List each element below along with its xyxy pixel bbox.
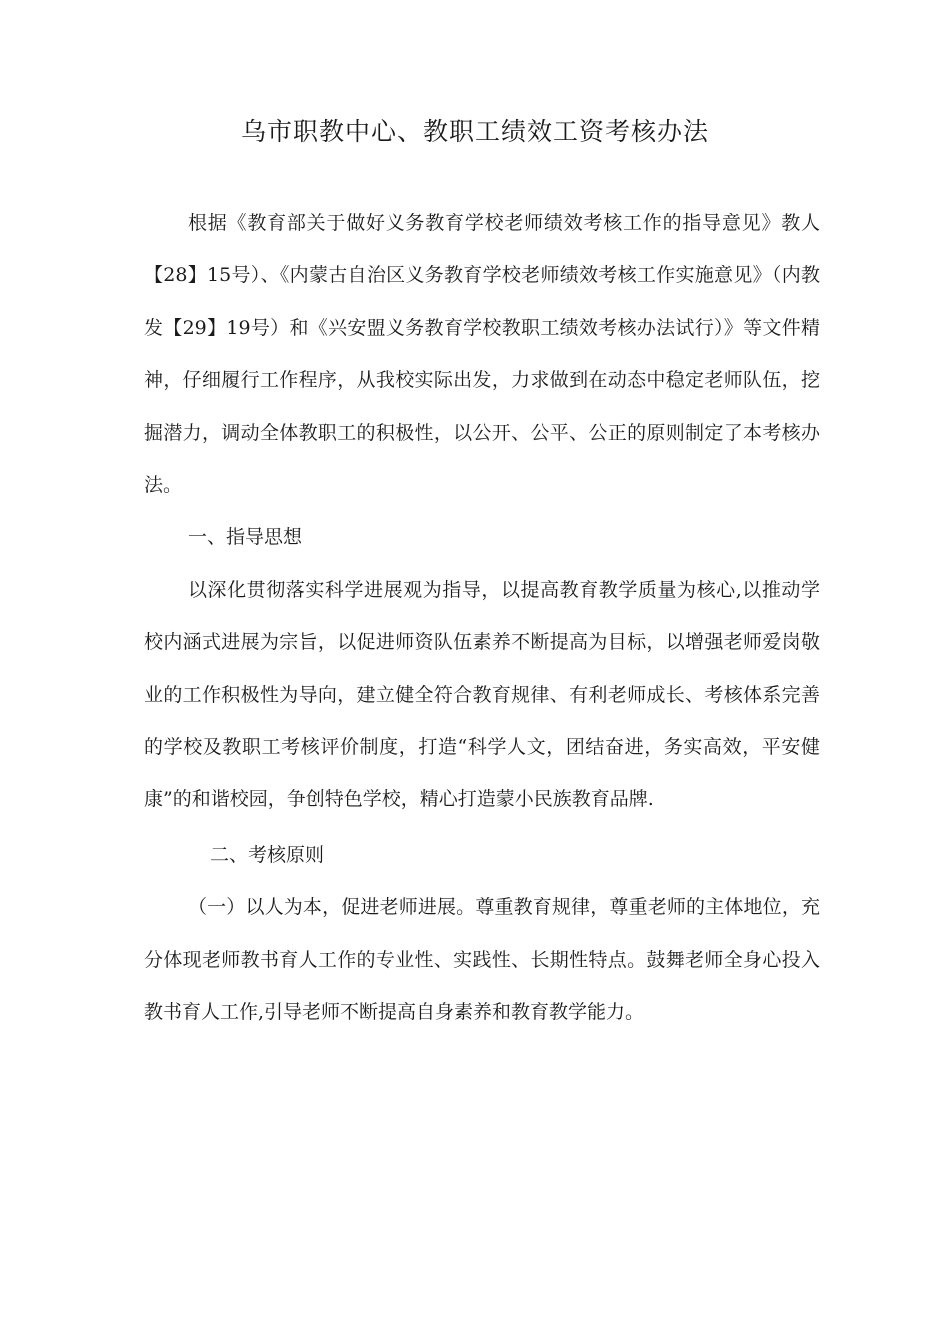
intro-paragraph: 根据《教育部关于做好义务教育学校老师绩效考核工作的指导意见》教人【28】15号）、《内蒙古自治区义务教育学校老师绩效考核工作实施意见》（内教发【29】19号）和《兴安盟义务教育学校教职工绩效考核办法试行）》等文件精神，仔细履行工作程序，从我校实际出发，力求做到在动态中稳定老师队伍，挖掘潜力，调动全体教职工的积极性，以公开、公平、公正的原则制定了本考核办法。: [144, 212, 820, 497]
document-body: [144, 197, 820, 1039]
principle-one-paragraph: （一）以人为本，促进老师进展。尊重教育规律，尊重老师的主体地位，充分体现老师教书育人工作的专业性、实践性、长期性特点。鼓舞老师全身心投入教书育人工作,引导老师不断提高自身素养和教育教学能力。: [144, 896, 820, 1024]
document-title: 乌市职教中心、教职工绩效工资考核办法: [240, 117, 709, 146]
guiding-thought-paragraph: 以深化贯彻落实科学进展观为指导，以提高教育教学质量为核心,以推动学校内涵式进展为宗旨，以促进师资队伍素养不断提高为目标，以增强老师爱岗敬业的工作积极性为导向，建立健全符合教育规律、有利老师成长、考核体系完善的学校及教职工考核评价制度，打造“科学人文，团结奋进，务实高效，平安健康”的和谐校园，争创特色学校，精心打造蒙小民族教育品牌.: [144, 578, 820, 811]
section-heading-guiding-thought: 一、指导思想: [188, 526, 303, 549]
section-heading-assessment-principles: 二、考核原则: [210, 843, 325, 866]
